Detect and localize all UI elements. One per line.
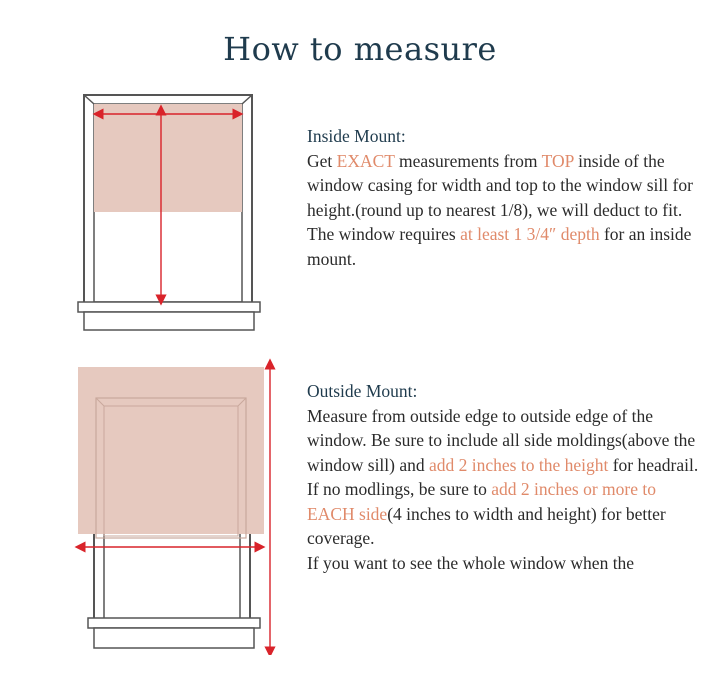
body-text: (4 inches to width and height) for better coverage. xyxy=(307,503,666,548)
inside-mount-diagram xyxy=(70,90,270,345)
body-text: Measure from outside edge to outside edge of the window. Be sure to include all side moldings(above the window sill) and xyxy=(307,405,696,475)
inside-mount-body xyxy=(307,149,707,272)
highlight-text: TOP xyxy=(541,150,574,171)
outside-mount-diagram xyxy=(70,350,280,655)
body-text: Get xyxy=(307,150,337,171)
highlight-text: add 2 inches to the height xyxy=(429,454,609,475)
shade xyxy=(78,367,264,534)
highlight-text: at least 1 3/4″ depth xyxy=(460,224,600,244)
outside-mount-body xyxy=(307,404,707,551)
outside-mount-last-line: If you want to see the whole window when the xyxy=(307,552,635,573)
body-text: for headrail. If no modlings, be sure to xyxy=(307,454,699,499)
shade xyxy=(94,104,242,212)
outside-mount-heading: Outside Mount: xyxy=(307,381,418,401)
body-text: inside of the window casing for width and top to the window sill for height.(round up to nearest 1/8), we will deduct to fit. The window requires xyxy=(307,150,693,244)
outside-mount-text xyxy=(307,379,707,575)
inside-mount-text xyxy=(307,124,707,271)
page-title: How to measure xyxy=(223,30,497,68)
window-sill xyxy=(88,618,260,628)
highlight-text: add 2 inches or more to EACH side xyxy=(307,479,656,524)
body-text: for an inside mount. xyxy=(307,224,692,269)
inside-mount-heading: Inside Mount: xyxy=(307,126,406,146)
window-sill xyxy=(78,302,260,312)
body-text: measurements from xyxy=(394,150,542,171)
highlight-text: EXACT xyxy=(336,150,395,171)
